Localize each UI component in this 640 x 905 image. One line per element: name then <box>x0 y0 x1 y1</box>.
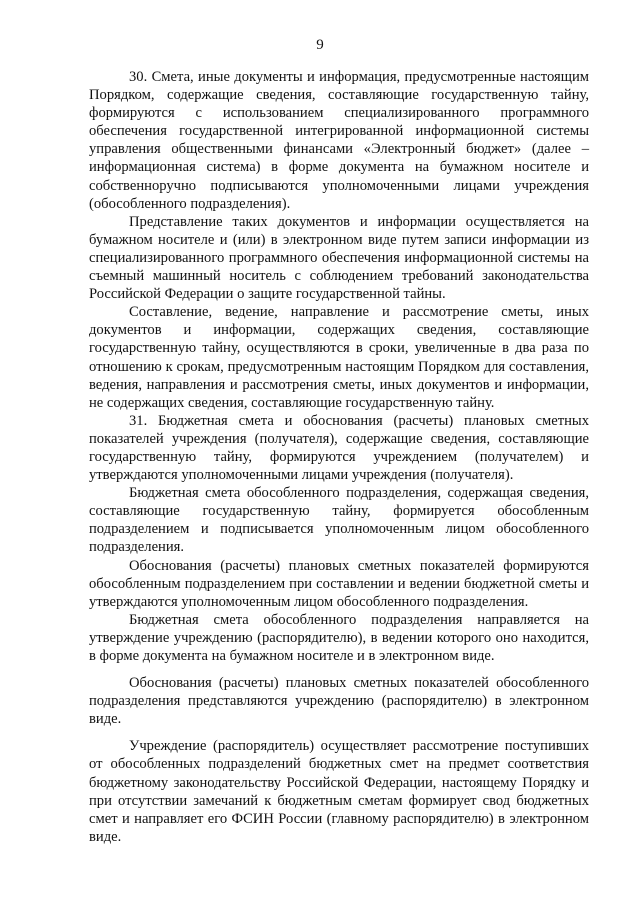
paragraph-estimate-sent-for-approval: Бюджетная смета обособленного подразделения направляется на утверждение учреждению (распорядителю), в ведении которого оно находится, в форме документа на бумажном носителе и в электронном виде. <box>89 611 589 664</box>
paragraph-justifications-submitted: Обоснования (расчеты) плановых сметных показателей обособленного подразделения представляются учреждению (распорядителю) в электронном виде. <box>89 675 589 728</box>
paragraph-subdivision-estimate: Бюджетная смета обособленного подразделения, содержащая сведения, составляющие государственную тайну, формируется обособленным подразделением и подписывается уполномоченным лицом обособленного подразделения. <box>89 485 589 556</box>
paragraph-submission-format: Представление таких документов и информации осуществляется на бумажном носителе и (или) в электронном виде путем записи информации из специализированного программного обеспечения информационной системы на съемный машинный носитель с соблюдением требований законодательства Российской Федерации о защите государственной тайны. <box>89 213 589 303</box>
paragraph-justifications-formed: Обоснования (расчеты) плановых сметных показателей формируются обособленным подразделением при составлении и ведении бюджетной сметы и утверждаются уполномоченным лицом обособленного подразделения. <box>89 557 589 610</box>
document-body <box>89 68 589 846</box>
paragraph-30-estimate-secret: 30. Смета, иные документы и информация, предусмотренные настоящим Порядком, содержащие сведения, составляющие государственную тайну, формируются с использованием специализированного программного обеспечения государственной интегрированной информационной системы управления общественными финансами «Электронный бюджет» (далее – информационная система) в форме документа на бумажном носителе и собственноручно подписываются уполномоченными лицами учреждения (обособленного подразделения). <box>89 69 589 212</box>
paragraph-deadlines-doubled: Составление, ведение, направление и рассмотрение сметы, иных документов и информации, содержащих сведения, составляющие государственную тайну, осуществляются в сроки, увеличенные в два раза по отношению к срокам, предусмотренным настоящим Порядком для составления, ведения, направления и рассмотрения сметы, иных документов и информации, не содержащих сведения, составляющие государственную тайну. <box>89 304 589 411</box>
paragraph-review-and-consolidation: Учреждение (распорядитель) осуществляет рассмотрение поступивших от обособленных подразделений бюджетных смет на предмет соответствия бюджетному законодательству Российской Федерации, настоящему Порядку и при отсутствии замечаний к бюджетным сметам формирует свод бюджетных смет и направляет его ФСИН России (главному распорядителю) в электронном виде. <box>89 738 589 845</box>
page-number: 9 <box>316 37 324 53</box>
paragraph-31-budget-estimate: 31. Бюджетная смета и обоснования (расчеты) плановых сметных показателей учреждения (получателя), содержащие сведения, составляющие государственную тайну, формируются учреждением (получателем) и утверждаются уполномоченными лицами учреждения (получателя). <box>89 412 589 484</box>
